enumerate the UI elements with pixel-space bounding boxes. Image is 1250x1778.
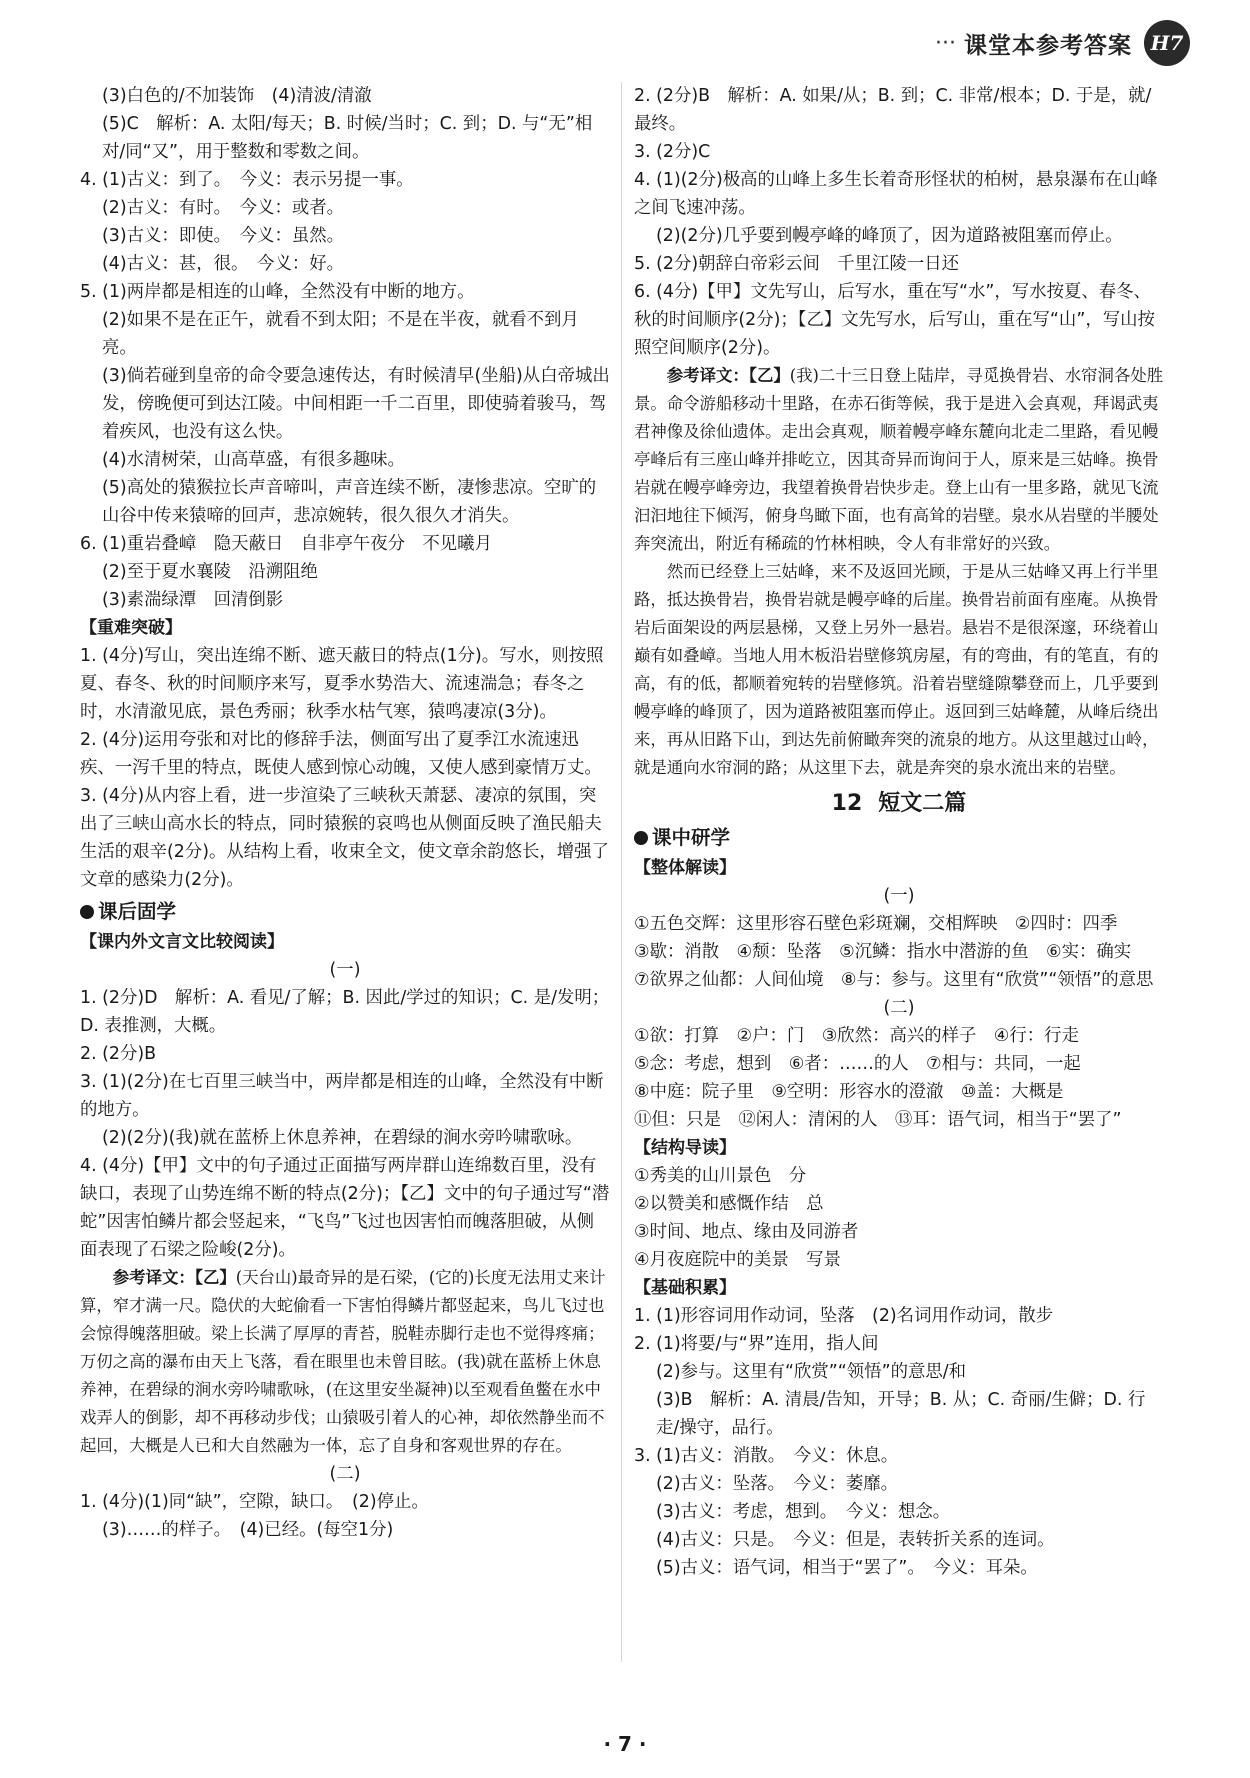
- answer-line: (3)倘若碰到皇帝的命令要急速传达，有时候清早(坐船)从白帝城出发，傍晚便可到达江陵。中间相距一千二百里，即使骑着骏马，驾着疾风，也没有这么快。: [102, 366, 610, 442]
- right-column: [634, 82, 1164, 1582]
- translation-label: 参考译文：【乙】: [112, 1268, 236, 1287]
- answer-line: 5. (2分)朝辞白帝彩云间 千里江陵一日还: [634, 254, 960, 274]
- column-divider: [621, 82, 622, 1662]
- gloss-line: ⑧中庭：院子里 ⑨空明：形容水的澄澈 ⑩盖：大概是: [634, 1082, 1064, 1102]
- part-number: (二): [883, 998, 915, 1018]
- header-dots: ···: [935, 30, 956, 56]
- answer-line: 4. (1)古义：到了。 今义：表示另提一事。: [80, 170, 414, 190]
- answer-line: 6. (4分)【甲】文先写山，后写水，重在写“水”，写水按夏、春冬、秋的时间顺序(2分)；【乙】文先写水，后写山，重在写“山”，写山按照空间顺序(2分)。: [634, 282, 1155, 358]
- answer-line: 1. (4分)(1)同“缺”，空隙，缺口。 (2)停止。: [80, 1492, 429, 1512]
- gloss-line: ①五色交辉：这里形容石壁色彩斑斓，交相辉映 ②四时：四季: [634, 914, 1118, 934]
- answer-line: (5)高处的猿猴拉长声音啼叫，声音连续不断，凄惨悲凉。空旷的山谷中传来猿啼的回声，悲凉婉转，很久很久才消失。: [102, 478, 597, 526]
- header-title: 课堂本参考答案: [964, 32, 1132, 59]
- answer-line: (2)(2分)(我)就在蓝桥上休息养神，在碧绿的涧水旁吟啸歌咏。: [102, 1128, 583, 1148]
- page-number: · 7 ·: [603, 1732, 647, 1756]
- answer-line: 3. (4分)从内容上看，进一步渲染了三峡秋天萧瑟、凄凉的氛围，突出了三峡山高水长的特点，同时猿猴的哀鸣也从侧面反映了渔民船夫生活的艰辛(2分)。从结构上看，收束全文，使文章余韵悠长，增强了文章的感染力(2分)。: [80, 786, 609, 890]
- answer-line: (2)参与。这里有“欣赏”“领悟”的意思/和: [656, 1362, 967, 1382]
- answer-line: 1. (4分)写山，突出连绵不断、遮天蔽日的特点(1分)。写水，则按照夏、春冬、秋的时间顺序来写，夏季水势浩大、流速湍急；春冬之时，水清澈见底，景色秀丽；秋季水枯气寒，猿鸣凄凉(3分)。: [80, 646, 604, 722]
- answer-line: (2)(2分)几乎要到幔亭峰的峰顶了，因为道路被阻塞而停止。: [656, 226, 1123, 246]
- left-column: [80, 82, 610, 1544]
- answer-line: (3)B 解析：A. 清晨/告知，开导；B. 从；C. 奇丽/生僻；D. 行走/操守，品行。: [656, 1390, 1146, 1438]
- answer-line: 2. (2分)B: [80, 1044, 157, 1064]
- answer-line: 1. (2分)D 解析：A. 看见/了解；B. 因此/学过的知识；C. 是/发明；D. 表推测，大概。: [80, 988, 610, 1036]
- page-header: [935, 18, 1190, 68]
- subsection-heading: 【基础积累】: [634, 1278, 736, 1298]
- structure-line: ①秀美的山川景色 分: [634, 1166, 807, 1186]
- answer-line: (4)古义：只是。 今义：但是，表转折关系的连词。: [656, 1530, 1055, 1550]
- answer-line: (3)素湍绿潭 回清倒影: [102, 590, 284, 610]
- answer-line: 3. (1)(2分)在七百里三峡当中，两岸都是相连的山峰，全然没有中断的地方。: [80, 1072, 604, 1120]
- section-title: 课后固学: [98, 900, 177, 923]
- subsection-heading: 【结构导读】: [634, 1138, 736, 1158]
- answer-line: (4)古义：甚，很。 今义：好。: [102, 254, 345, 274]
- translation-text: (天台山)最奇异的是石梁，(它的)长度无法用丈来计算，窄才满一尺。隐伏的大蛇偷看一下害怕得鳞片都竖起来，鸟儿飞过也会惊得魄落胆破。梁上长满了厚厚的青苔，脱鞋赤脚行走也不觉得疼痛；万仞之高的瀑布由天上飞落，看在眼里也未曾目眩。(我)就在蓝桥上休息养神，在碧绿的涧水旁吟啸歌咏，(在这里安坐凝神)以至观看鱼鳖在水中戏弄人的倒影，却不再移动步伐；山猿吸引着人的心神，却依然静坐而不起回，大概是人已和大自然融为一体，忘了自身和客观世界的存在。: [80, 1268, 606, 1455]
- answer-line: 2. (2分)B 解析：A. 如果/从；B. 到；C. 非常/根本；D. 于是，就/最终。: [634, 86, 1152, 134]
- answer-line: (3)古义：考虑，想到。 今义：想念。: [656, 1502, 951, 1522]
- subsection-heading: 【重难突破】: [80, 618, 182, 638]
- answer-line: 6. (1)重岩叠嶂 隐天蔽日 自非亭午夜分 不见曦月: [80, 534, 492, 554]
- part-number: (一): [883, 886, 915, 906]
- translation-paragraph: 然而已经登上三姑峰，来不及返回光顾，于是从三姑峰又再上行半里路，抵达换骨岩，换骨岩就是幔亭峰的后崖。换骨岩前面有座庵。从换骨岩后面架设的两层悬梯，又登上另外一悬岩。悬岩不是很深邃，环绕着山巅有如叠嶂。当地人用木板沿岩壁修筑房屋，有的弯曲，有的笔直，有的高，有的低，都顺着宛转的岩壁修筑。沿着岩壁缝隙攀登而上，几乎要到幔亭峰的峰顶了，因为道路被阻塞而停止。返回到三姑峰麓，从峰后绕出来，再从旧路下山，到达先前俯瞰奔突的流泉的地方。从这里越过山岭，就是通向水帘洞的路；从这里下去，就是奔突的泉水流出来的岩壁。: [634, 562, 1159, 777]
- answer-line: 4. (1)(2分)极高的山峰上多生长着奇形怪状的柏树，悬泉瀑布在山峰之间飞速冲荡。: [634, 170, 1158, 218]
- answer-line: (3)……的样子。 (4)已经。(每空1分): [102, 1520, 394, 1540]
- answer-line: (2)如果不是在正午，就看不到太阳；不是在半夜，就看不到月亮。: [102, 310, 579, 358]
- answer-line: (2)古义：有时。 今义：或者。: [102, 198, 345, 218]
- bullet-dot-icon: [634, 831, 648, 845]
- gloss-line: ①欲：打算 ②户：门 ③欣然：高兴的样子 ④行：行走: [634, 1026, 1079, 1046]
- answer-line: (5)C 解析：A. 太阳/每天；B. 时候/当时；C. 到；D. 与“无”相对/同“又”，用于整数和零数之间。: [102, 114, 593, 162]
- gloss-line: ⑤念：考虑，想到 ⑥者：……的人 ⑦相与：共同，一起: [634, 1054, 1081, 1074]
- structure-line: ③时间、地点、缘由及同游者: [634, 1222, 859, 1242]
- section-heading: [634, 824, 1164, 852]
- bullet-dot-icon: [80, 905, 94, 919]
- section-title: 课中研学: [652, 826, 731, 849]
- answer-line: 2. (1)将要/与“界”连用，指人间: [634, 1334, 879, 1354]
- reference-translation: [634, 362, 1164, 558]
- structure-line: ②以赞美和感慨作结 总: [634, 1194, 824, 1214]
- reference-translation: [80, 1264, 610, 1460]
- part-number: (一): [329, 960, 361, 980]
- answer-line: (5)古义：语气词，相当于“罢了”。 今义：耳朵。: [656, 1558, 1038, 1578]
- answer-line: (3)白色的/不加装饰 (4)清波/清澈: [102, 86, 372, 106]
- answer-line: 3. (2分)C: [634, 142, 711, 162]
- answer-line: 1. (1)形容词用作动词，坠落 (2)名词用作动词，散步: [634, 1306, 1054, 1326]
- section-heading: [80, 898, 610, 926]
- answer-line: (2)至于夏水襄陵 沿溯阻绝: [102, 562, 318, 582]
- lesson-number: 12: [831, 791, 863, 816]
- structure-line: ④月夜庭院中的美景 写景: [634, 1250, 841, 1270]
- answer-line: 2. (4分)运用夸张和对比的修辞手法，侧面写出了夏季江水流速迅疾、一泻千里的特点，既使人感到惊心动魄，又使人感到豪情万丈。: [80, 730, 602, 778]
- lesson-name: 短文二篇: [878, 791, 967, 816]
- subsection-heading: 【整体解读】: [634, 858, 736, 878]
- part-number: (二): [329, 1464, 361, 1484]
- translation-label: 参考译文：【乙】: [666, 366, 790, 385]
- answer-line: (4)水清树荣，山高草盛，有很多趣味。: [102, 450, 405, 470]
- translation-text: (我)二十三日登上陆岸，寻觅换骨岩、水帘洞各处胜景。命令游船移动十里路，在赤石街等候，我于是进入会真观，拜谒武夷君神像及徐仙遗体。走出会真观，顺着幔亭峰东麓向北走二里路，看见幔亭峰后有三座山峰并排屹立，因其奇异而询问于人，原来是三姑峰。换骨岩就在幔亭峰旁边，我望着换骨岩快步走。登上山有一里多路，就见飞流汩汩地往下倾泻，俯身鸟瞰下面，也有高耸的岩壁。泉水从岩壁的半腰处奔突流出，附近有稀疏的竹林相映，令人有非常好的兴致。: [634, 366, 1164, 553]
- answer-line: 3. (1)古义：消散。 今义：休息。: [634, 1446, 899, 1466]
- lesson-title: [634, 790, 1164, 818]
- answer-line: 4. (4分)【甲】文中的句子通过正面描写两岸群山连绵数百里，没有缺口，表现了山势连绵不断的特点(2分)；【乙】文中的句子通过写“潜蛇”因害怕鳞片都会竖起来，“飞鸟”飞过也因害怕而魄落胆破，从侧面表现了石梁之险峻(2分)。: [80, 1156, 610, 1260]
- brand-logo: H7: [1144, 20, 1190, 66]
- gloss-line: ⑦欲界之仙都：人间仙境 ⑧与：参与。这里有“欣赏”“领悟”的意思: [634, 970, 1154, 990]
- answer-line: (2)古义：坠落。 今义：萎靡。: [656, 1474, 899, 1494]
- gloss-line: ⑪但：只是 ⑫闲人：清闲的人 ⑬耳：语气词，相当于“罢了”: [634, 1110, 1122, 1130]
- answer-line: (3)古义：即使。 今义：虽然。: [102, 226, 345, 246]
- subsection-heading: 【课内外文言文比较阅读】: [80, 932, 284, 952]
- answer-line: 5. (1)两岸都是相连的山峰，全然没有中断的地方。: [80, 282, 475, 302]
- gloss-line: ③歇：消散 ④颓：坠落 ⑤沉鳞：指水中潜游的鱼 ⑥实：确实: [634, 942, 1132, 962]
